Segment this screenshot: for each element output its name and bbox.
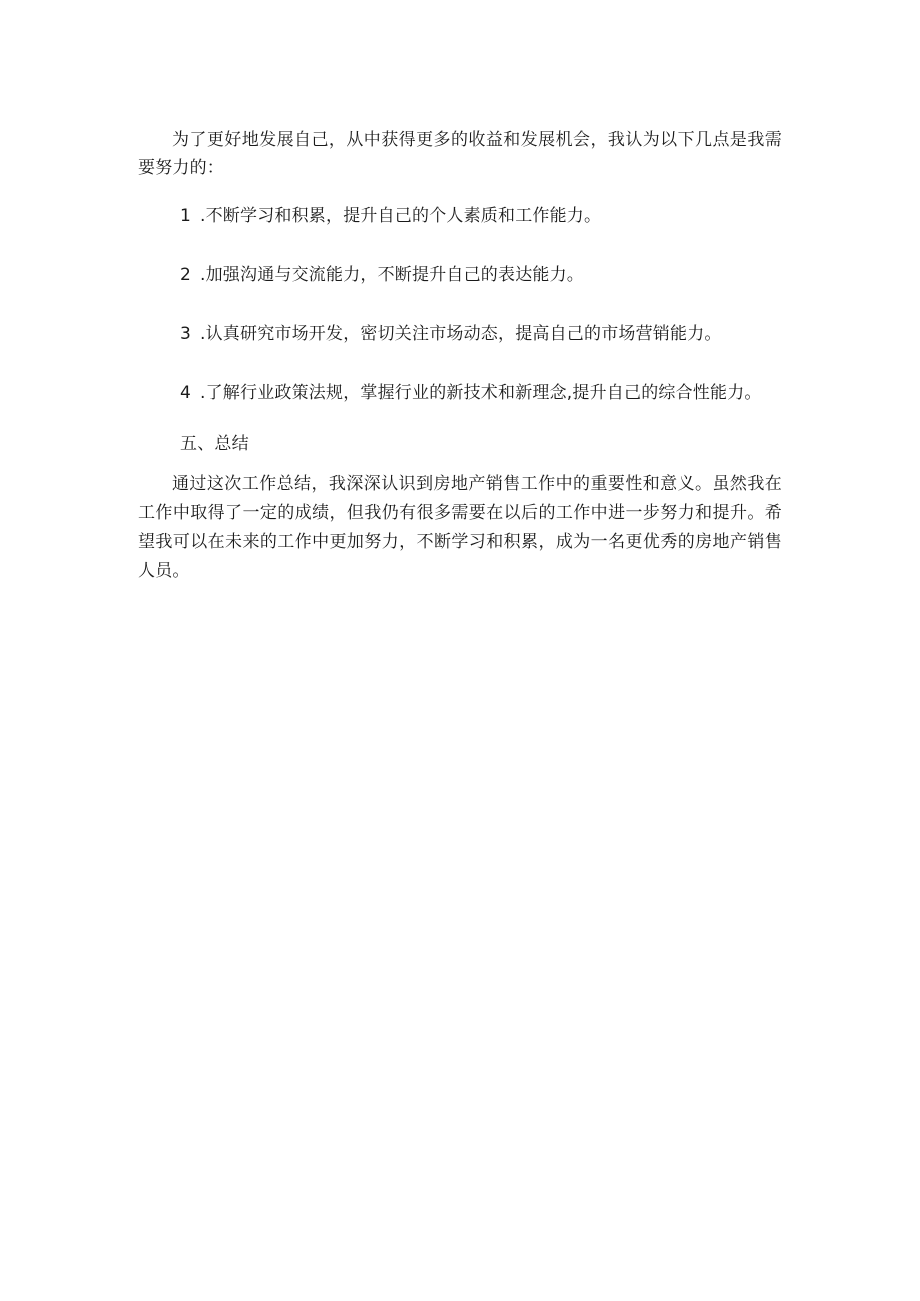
list-item-text: .认真研究市场开发，密切关注市场动态，提高自己的市场营销能力。 [200, 324, 722, 344]
list-item [138, 379, 782, 407]
list-item-text: .了解行业政策法规，掌握行业的新技术和新理念,提升自己的综合性能力。 [200, 383, 762, 403]
summary-paragraph: 通过这次工作总结，我深深认识到房地产销售工作中的重要性和意义。虽然我在工作中取得了一定的成绩，但我仍有很多需要在以后的工作中进一步努力和提升。希望我可以在未来的工作中更加努力，不断学习和积累，成为一名更优秀的房地产销售人员。 [138, 474, 782, 581]
list-item-number: 2 [180, 265, 192, 285]
list-item [138, 202, 782, 230]
list-item [138, 320, 782, 348]
list-item-number: 3 [180, 324, 192, 344]
list-item-text: .不断学习和积累，提升自己的个人素质和工作能力。 [200, 206, 602, 226]
list-item-text: .加强沟通与交流能力，不断提升自己的表达能力。 [200, 265, 585, 285]
intro-paragraph: 为了更好地发展自己，从中获得更多的收益和发展机会，我认为以下几点是我需要努力的： [138, 130, 782, 178]
section-heading: 五、总结 [180, 434, 249, 454]
list-item-number: 1 [180, 206, 192, 226]
list-item [138, 261, 782, 289]
document-body [138, 126, 782, 586]
list-item-number: 4 [180, 383, 192, 403]
